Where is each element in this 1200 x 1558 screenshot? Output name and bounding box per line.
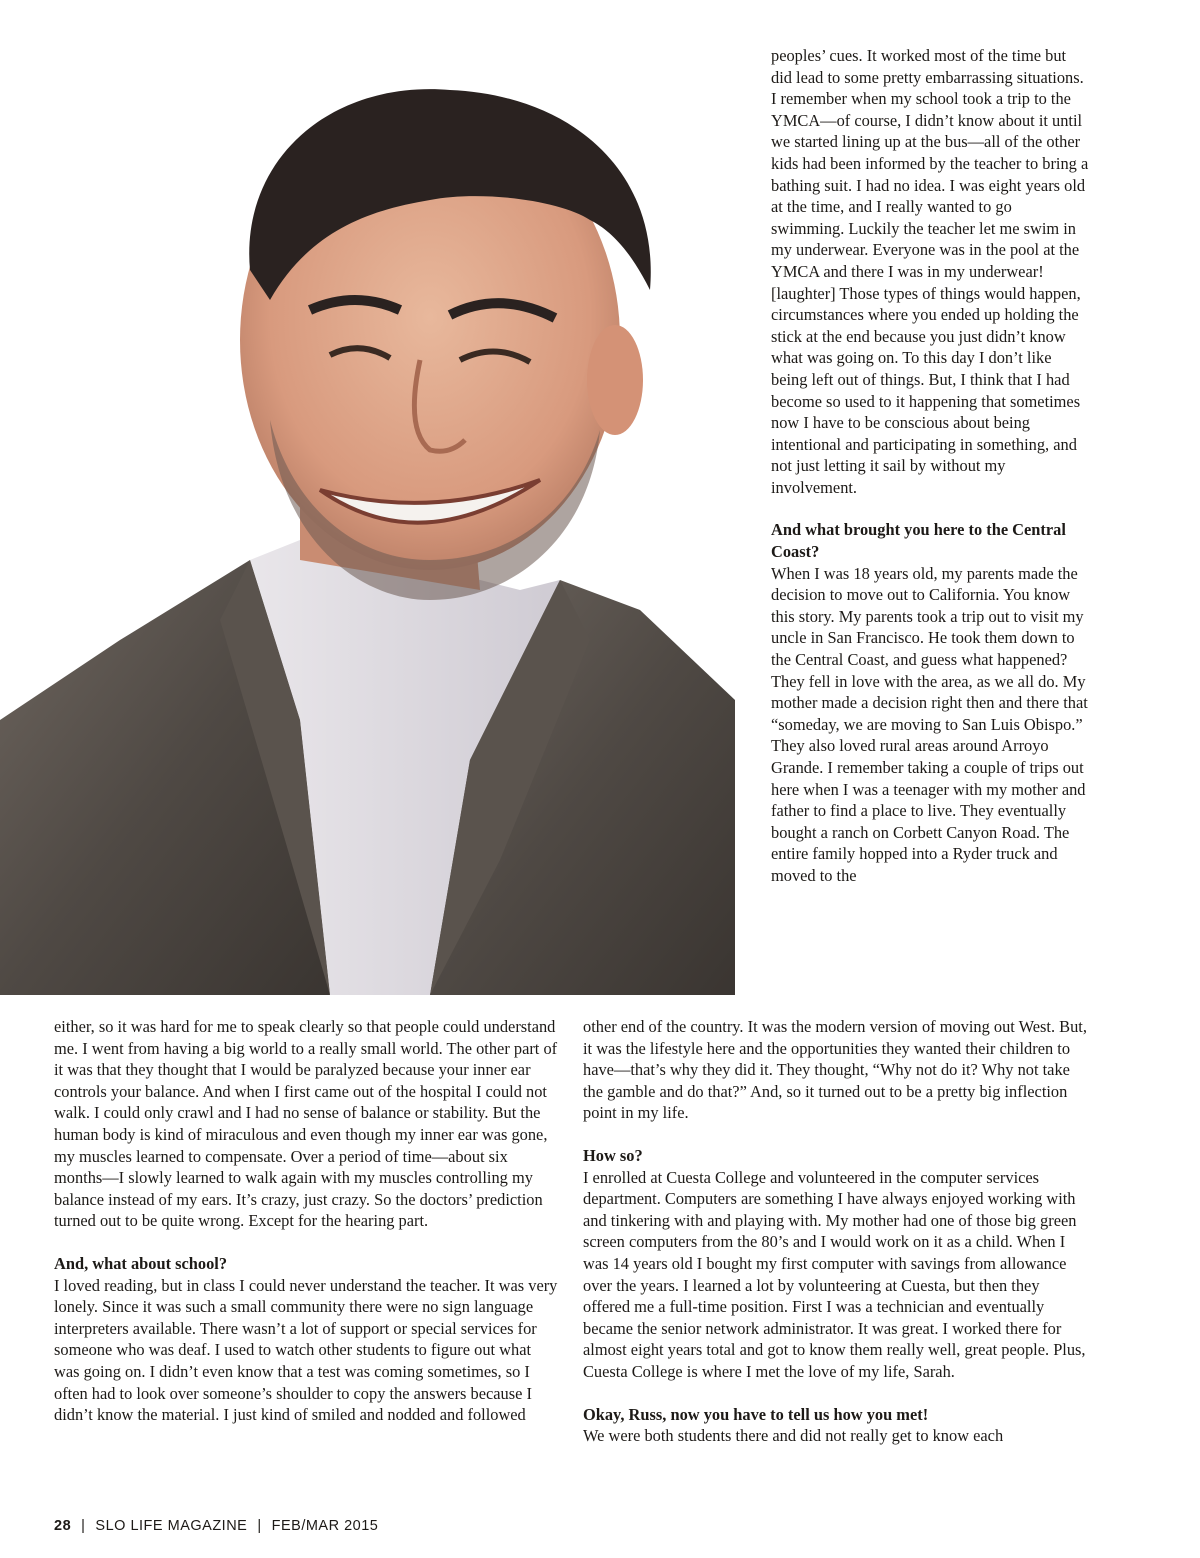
footer-separator: | (257, 1518, 262, 1534)
paragraph: peoples’ cues. It worked most of the time but did lead to some pretty embarrassing situations. I remember when my school took a trip to the YMCA—of course, I didn’t know about it until we started lining up at the bus—all of the other kids had been informed by the teacher to bring a bathing suit. I had no idea. I was eight years old at the time, and I really wanted to go swimming. Luckily the teacher let me swim in my underwear. Everyone was in the pool at the YMCA and there I was in my underwear! [laughter] Those types of things would happen, circumstances where you ended up holding the stick at the end because you just didn’t know what was going on. To this day I don’t like being left out of things. But, I think that I had become so used to it happening that sometimes now I have to be conscious about being intentional and participating in something, and not just letting it sail by without my involvement. (771, 46, 1089, 497)
paragraph: I loved reading, but in class I could never understand the teacher. It was very lonely. Since it was such a small community there were no sign language interpreters available. There wasn’t a lot of support or special services for someone who was deaf. I used to watch other students to figure out what was going on. I didn’t even know that a test was coming sometimes, so I often had to look over someone’s shoulder to copy the answers because I didn’t know the material. I just kind of smiled and nodded and followed (54, 1275, 558, 1425)
publication-name: SLO LIFE MAGAZINE (95, 1518, 248, 1534)
paragraph: I enrolled at Cuesta College and volunteered in the computer services department. Computers are something I have always enjoyed working with and tinkering with and playing with. My mother had one of those big green screen computers from the 80’s and I would work on it as a child. When I was 14 years old I bought my first computer with savings from allowance over the years. I learned a lot by volunteering at Cuesta, but then they offered me a full-time position. First I was a technician and eventually became the senior network administrator. It was great. I worked there for almost eight years total and got to know them really well, great people. Plus, Cuesta College is where I met the love of my life, Sarah. (583, 1167, 1086, 1381)
paragraph: either, so it was hard for me to speak clearly so that people could understand me. I went from having a big world to a really small world. The other part of it was that they thought that I would be paralyzed because your inner ear controls your balance. And when I first came out of the hospital I could not walk. I could only crawl and I had no sense of balance or stability. But the human body is kind of miraculous and even though my inner ear was gone, my muscles learned to compensate. Over a period of time—about six months—I slowly learned to walk again with my muscles controlling my balance instead of my ears. It’s crazy, just crazy. So the doctors’ prediction turned out to be quite wrong. Except for the hearing part. (54, 1017, 558, 1231)
paragraph: We were both students there and did not really get to know each (583, 1426, 1004, 1446)
article-column-right-top (771, 45, 1089, 887)
page-footer (54, 1518, 378, 1534)
footer-separator: | (81, 1518, 86, 1534)
portrait-photo (0, 0, 735, 995)
interview-question: Okay, Russ, now you have to tell us how you met! (583, 1404, 929, 1424)
article-column-right-bottom (583, 1016, 1089, 1447)
issue-date: FEB/MAR 2015 (271, 1518, 379, 1534)
article-column-left (54, 1016, 559, 1426)
paragraph: When I was 18 years old, my parents made the decision to move out to California. You know this story. My parents took a trip out to visit my uncle in San Francisco. He took them down to the Central Coast, and guess what happened? They fell in love with the area, as we all do. My mother made a decision right then and there that “someday, we are moving to San Luis Obispo.” They also loved rural areas around Arroyo Grande. I remember taking a couple of trips out here when I was a teenager with my mother and father to find a place to live. They eventually bought a ranch on Corbett Canyon Road. The entire family hopped into a Ryder truck and moved to the (771, 563, 1088, 885)
interview-question: And, what about school? (54, 1253, 228, 1273)
page-number: 28 (54, 1518, 72, 1534)
interview-question: And what brought you here to the Central Coast? (771, 520, 1066, 562)
paragraph: other end of the country. It was the modern version of moving out West. But, it was the lifestyle here and the opportunities they wanted their children to have—that’s why they did it. They thought, “Why not do it? Why not take the gamble and do that?” And, so it turned out to be a pretty big inflection point in my life. (583, 1017, 1087, 1123)
interview-question: How so? (583, 1145, 643, 1165)
